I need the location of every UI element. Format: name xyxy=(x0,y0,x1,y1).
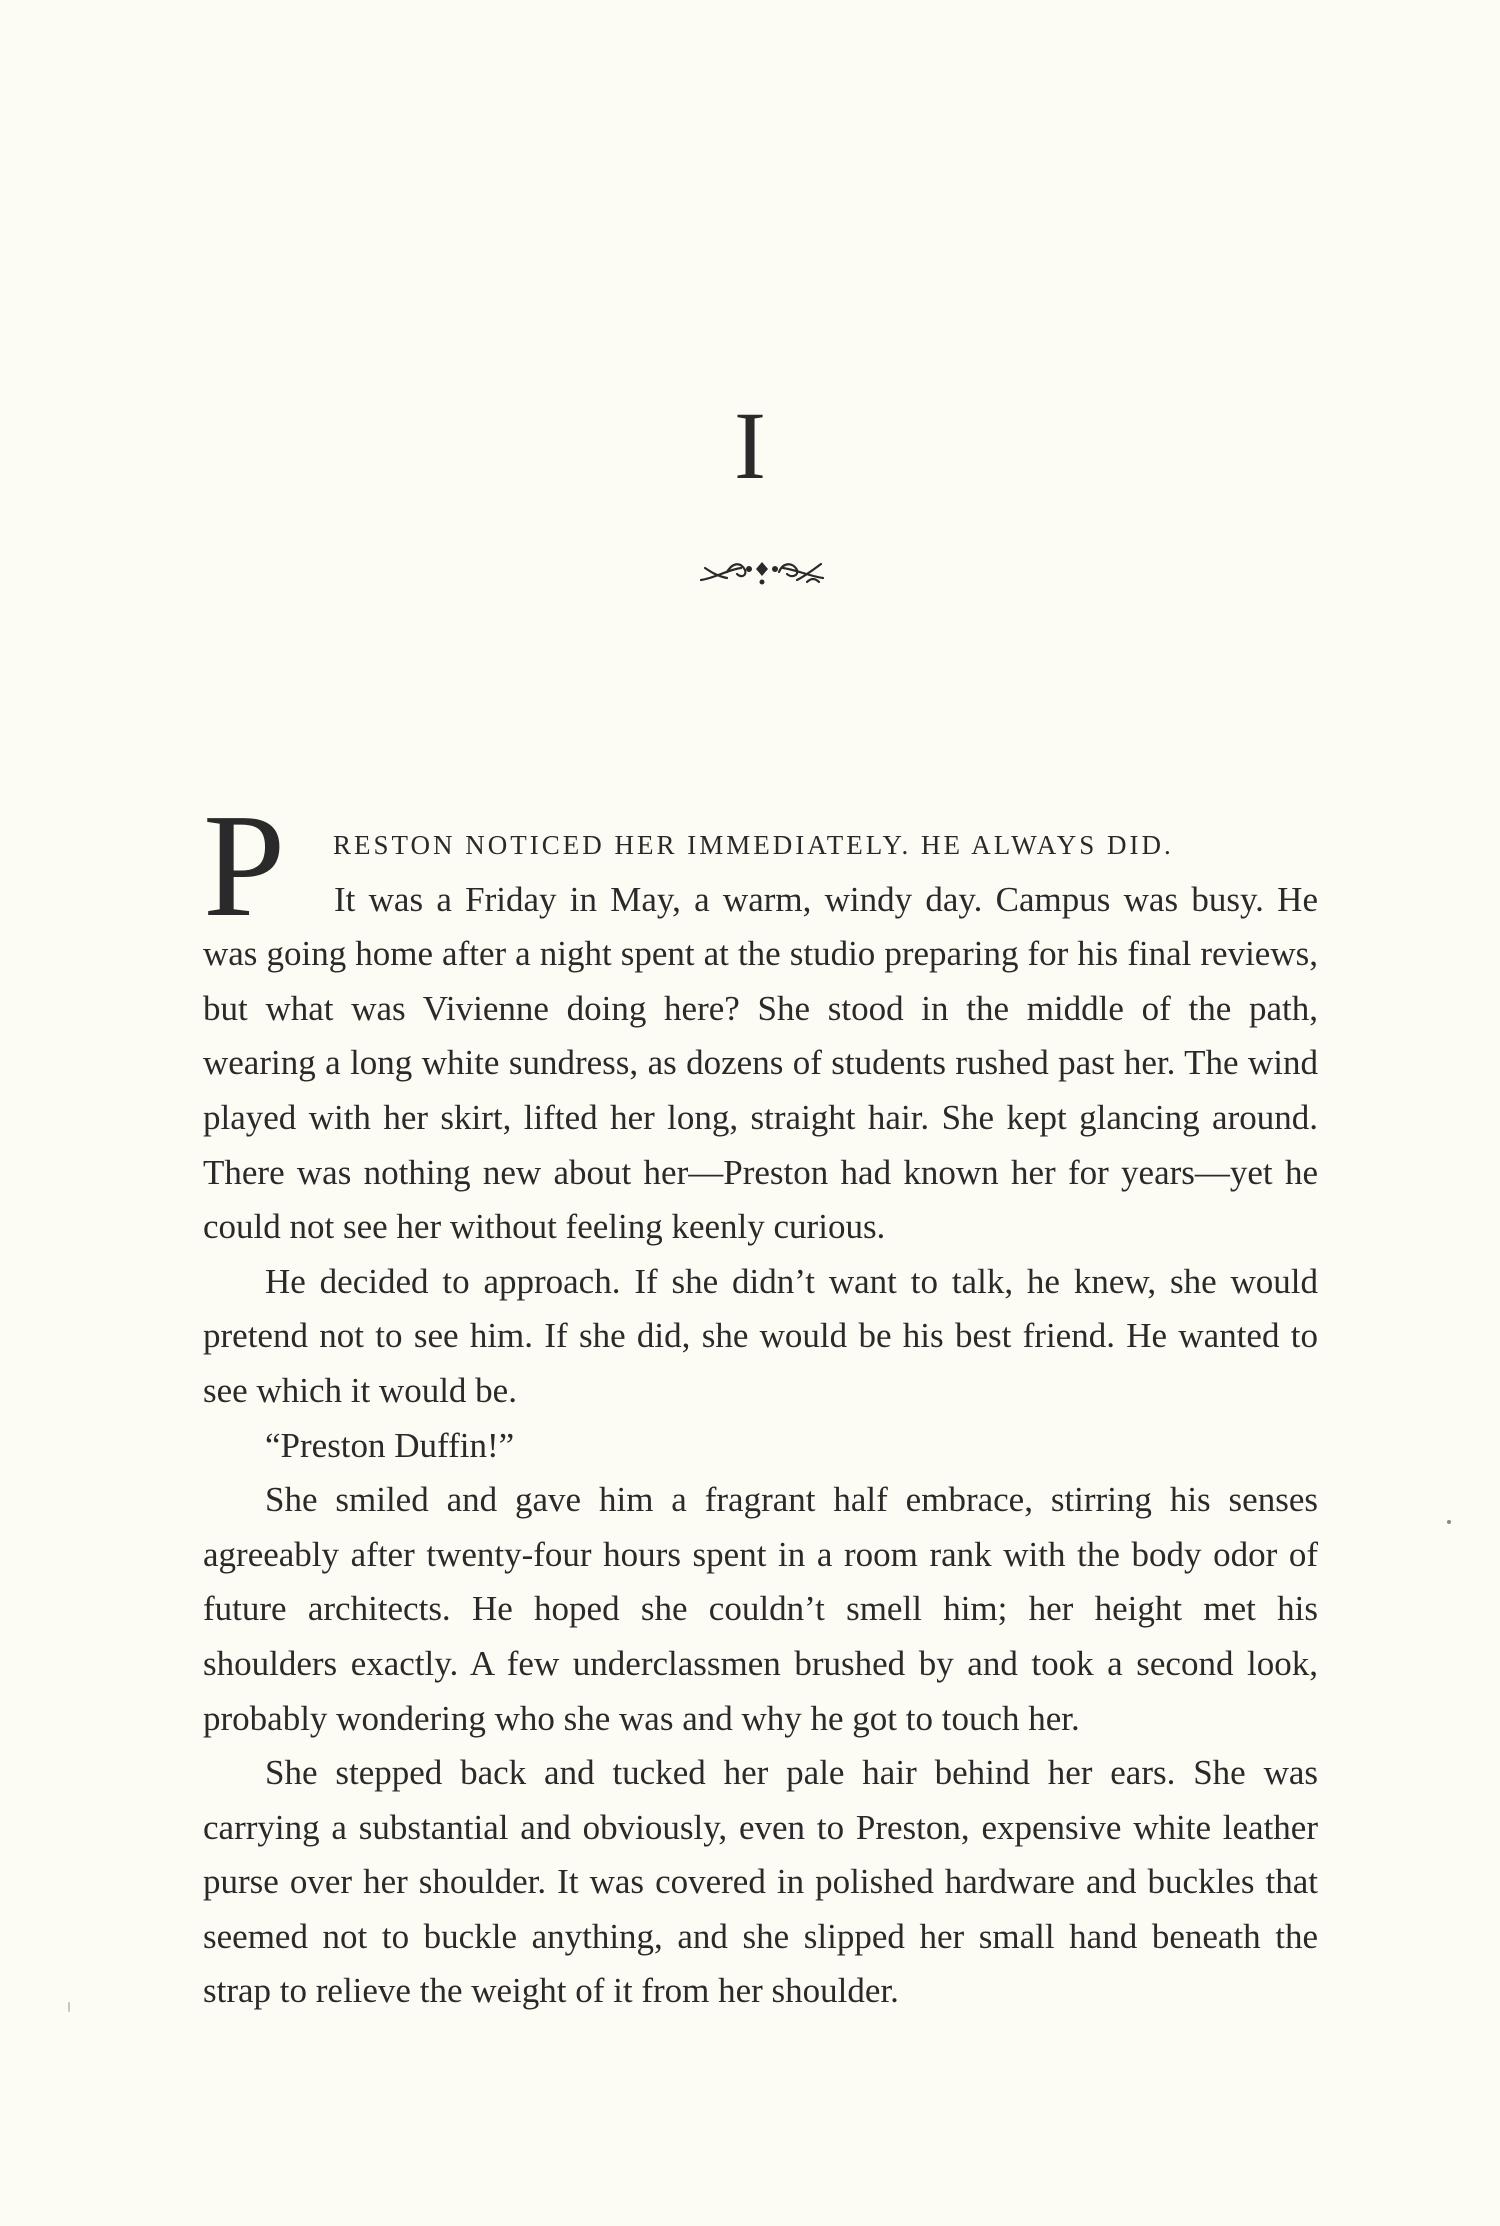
opening-line xyxy=(203,784,1318,948)
paragraph: She stepped back and tucked her pale hair behind her ears. She was carrying a substantial and obviously, even to Preston, expensive white leather purse over her shoulder. It was covered in polished hardware and buckles that seemed not to buckle anything, and she slipped her small hand beneath the strap to relieve the weight of it from her shoulder. xyxy=(203,1753,1318,2011)
paragraph: He decided to approach. If she didn’t want to talk, he knew, she would pretend not to see him. If she did, she would be his best friend. He wanted to see which it would be. xyxy=(203,1261,1318,1410)
body-text xyxy=(203,784,1318,2019)
ornament-icon xyxy=(697,556,827,590)
paragraph: “Preston Duffin!” xyxy=(265,1425,515,1465)
chapter-number: I xyxy=(734,392,766,499)
paper-speck xyxy=(1447,1520,1451,1524)
drop-cap: P xyxy=(203,784,286,948)
paragraph: It was a Friday in May, a warm, windy day. Campus was busy. He was going home after a night spent at the studio preparing for his final reviews, but what was Vivienne doing here? She stood in the middle of the path, wearing a long white sundress, as dozens of students rushed past her. The wind played with her skirt, lifted her long, straight hair. She kept glancing around. There was nothing new about her—Preston had known her for years—yet he could not see her without feeling keenly curious. xyxy=(203,879,1318,1247)
paper-speck xyxy=(68,2002,70,2012)
paragraph: She smiled and gave him a fragrant half embrace, stirring his senses agreeably after twenty-four hours spent in a room rank with the body odor of future architects. He hoped she couldn’t smell him; her height met his shoulders exactly. A few underclassmen brushed by and took a second look, probably wondering who she was and why he got to touch her. xyxy=(203,1480,1318,1738)
opening-small-caps: RESTON NOTICED HER IMMEDIATELY. HE ALWAYS DID. xyxy=(333,830,1174,860)
